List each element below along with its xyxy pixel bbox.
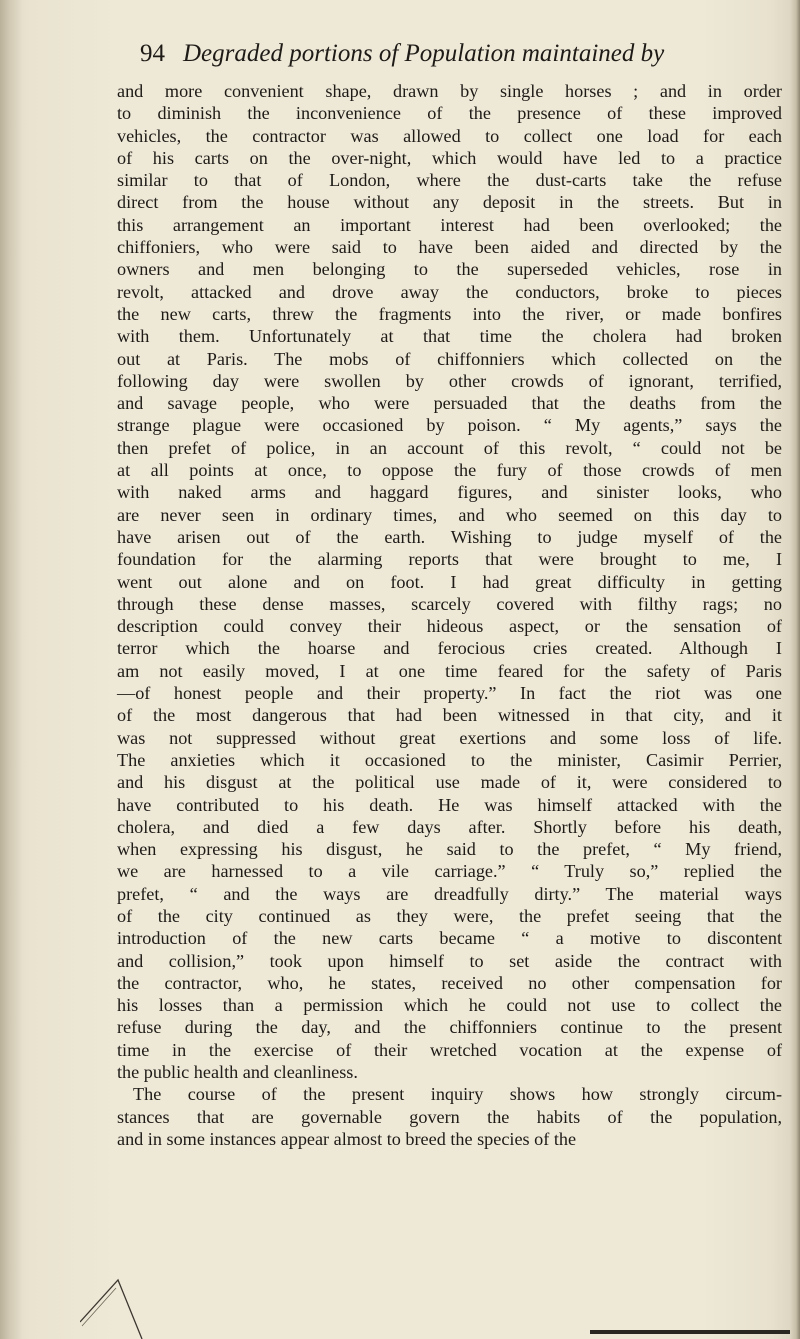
text-line: when expressing his disgust, he said to the prefet, “ My friend, bbox=[117, 839, 782, 860]
text-line: revolt, attacked and drove away the conductors, broke to pieces bbox=[117, 281, 782, 302]
bottom-rule bbox=[590, 1330, 790, 1334]
text-line: have arisen out of the earth. Wishing to judge myself of the bbox=[117, 526, 782, 547]
text-line: following day were swollen by other crowds of ignorant, terrified, bbox=[117, 370, 782, 391]
text-line: the public health and cleanliness. bbox=[117, 1062, 358, 1083]
text-line: are never seen in ordinary times, and who seemed on this day to bbox=[117, 504, 782, 525]
text-line: direct from the house without any deposit in the streets. But in bbox=[117, 192, 782, 213]
text-line: then prefet of police, in an account of this revolt, “ could not be bbox=[117, 437, 782, 458]
text-line: cholera, and died a few days after. Shortly before his death, bbox=[117, 816, 782, 837]
text-line: the contractor, who, he states, received no other compensation for bbox=[117, 972, 782, 993]
text-line: strange plague were occasioned by poison. “ My agents,” says the bbox=[117, 415, 782, 436]
text-line: time in the exercise of their wretched vocation at the expense of bbox=[117, 1039, 782, 1060]
text-line: stances that are governable govern the habits of the population, bbox=[117, 1106, 782, 1127]
page-fold-mark bbox=[80, 1262, 170, 1339]
page-number: 94 bbox=[140, 40, 165, 67]
binding-gutter-shadow bbox=[0, 0, 22, 1339]
text-line: refuse during the day, and the chiffonniers continue to the present bbox=[117, 1017, 782, 1038]
text-line: we are harnessed to a vile carriage.” “ Truly so,” replied the bbox=[117, 861, 782, 882]
text-line: chiffoniers, who were said to have been aided and directed by the bbox=[117, 237, 782, 258]
text-line: —of honest people and their property.” In fact the riot was one bbox=[117, 683, 782, 704]
text-line: and more convenient shape, drawn by single horses ; and in order bbox=[117, 81, 782, 101]
text-line: through these dense masses, scarcely covered with filthy rags; no bbox=[117, 593, 782, 614]
text-line: prefet, “ and the ways are dreadfully dirty.” The material ways bbox=[117, 883, 782, 904]
text-line: introduction of the new carts became “ a motive to discontent bbox=[117, 928, 782, 949]
text-line: description could convey their hideous aspect, or the sensation of bbox=[117, 616, 782, 637]
text-line: with naked arms and haggard figures, and sinister looks, who bbox=[117, 482, 782, 503]
text-line: of the most dangerous that had been witnessed in that city, and it bbox=[117, 705, 782, 726]
page-edge bbox=[790, 0, 800, 1339]
text-line: to diminish the inconvenience of the presence of these improved bbox=[117, 103, 782, 124]
text-line: of his carts on the over-night, which would have led to a practice bbox=[117, 147, 782, 168]
running-head bbox=[140, 36, 760, 72]
text-line: was not suppressed without great exertions and some loss of life. bbox=[117, 727, 782, 748]
text-line: and his disgust at the political use made of it, were considered to bbox=[117, 772, 782, 793]
text-line: am not easily moved, I at one time feared for the safety of Paris bbox=[117, 660, 782, 681]
text-line: this arrangement an important interest had been overlooked; the bbox=[117, 214, 782, 235]
text-line: his losses than a permission which he could not use to collect the bbox=[117, 995, 782, 1016]
text-line: and in some instances appear almost to breed the species of the bbox=[117, 1128, 577, 1149]
text-line: out at Paris. The mobs of chiffonniers which collected on the bbox=[117, 348, 782, 369]
text-line: and savage people, who were persuaded that the deaths from the bbox=[117, 393, 782, 414]
text-line: went out alone and on foot. I had great difficulty in getting bbox=[117, 571, 782, 592]
running-title: Degraded portions of Population maintained by bbox=[183, 40, 665, 67]
text-line: vehicles, the contractor was allowed to collect one load for each bbox=[117, 125, 782, 146]
text-line: The anxieties which it occasioned to the minister, Casimir Perrier, bbox=[117, 749, 782, 770]
text-line: have contributed to his death. He was himself attacked with the bbox=[117, 794, 782, 815]
body-text bbox=[117, 80, 782, 1150]
text-line: terror which the hoarse and ferocious cries created. Although I bbox=[117, 638, 782, 659]
text-line: the new carts, threw the fragments into the river, or made bonfires bbox=[117, 303, 782, 324]
text-line: of the city continued as they were, the prefet seeing that the bbox=[117, 905, 782, 926]
text-line: owners and men belonging to the superseded vehicles, rose in bbox=[117, 259, 782, 280]
text-line: at all points at once, to oppose the fury of those crowds of men bbox=[117, 460, 782, 481]
text-line: similar to that of London, where the dust-carts take the refuse bbox=[117, 170, 782, 191]
text-line: The course of the present inquiry shows how strongly circum- bbox=[133, 1084, 782, 1105]
text-line: foundation for the alarming reports that were brought to me, I bbox=[117, 549, 782, 570]
text-line: with them. Unfortunately at that time the cholera had broken bbox=[117, 326, 782, 347]
text-line: and collision,” took upon himself to set aside the contract with bbox=[117, 950, 782, 971]
